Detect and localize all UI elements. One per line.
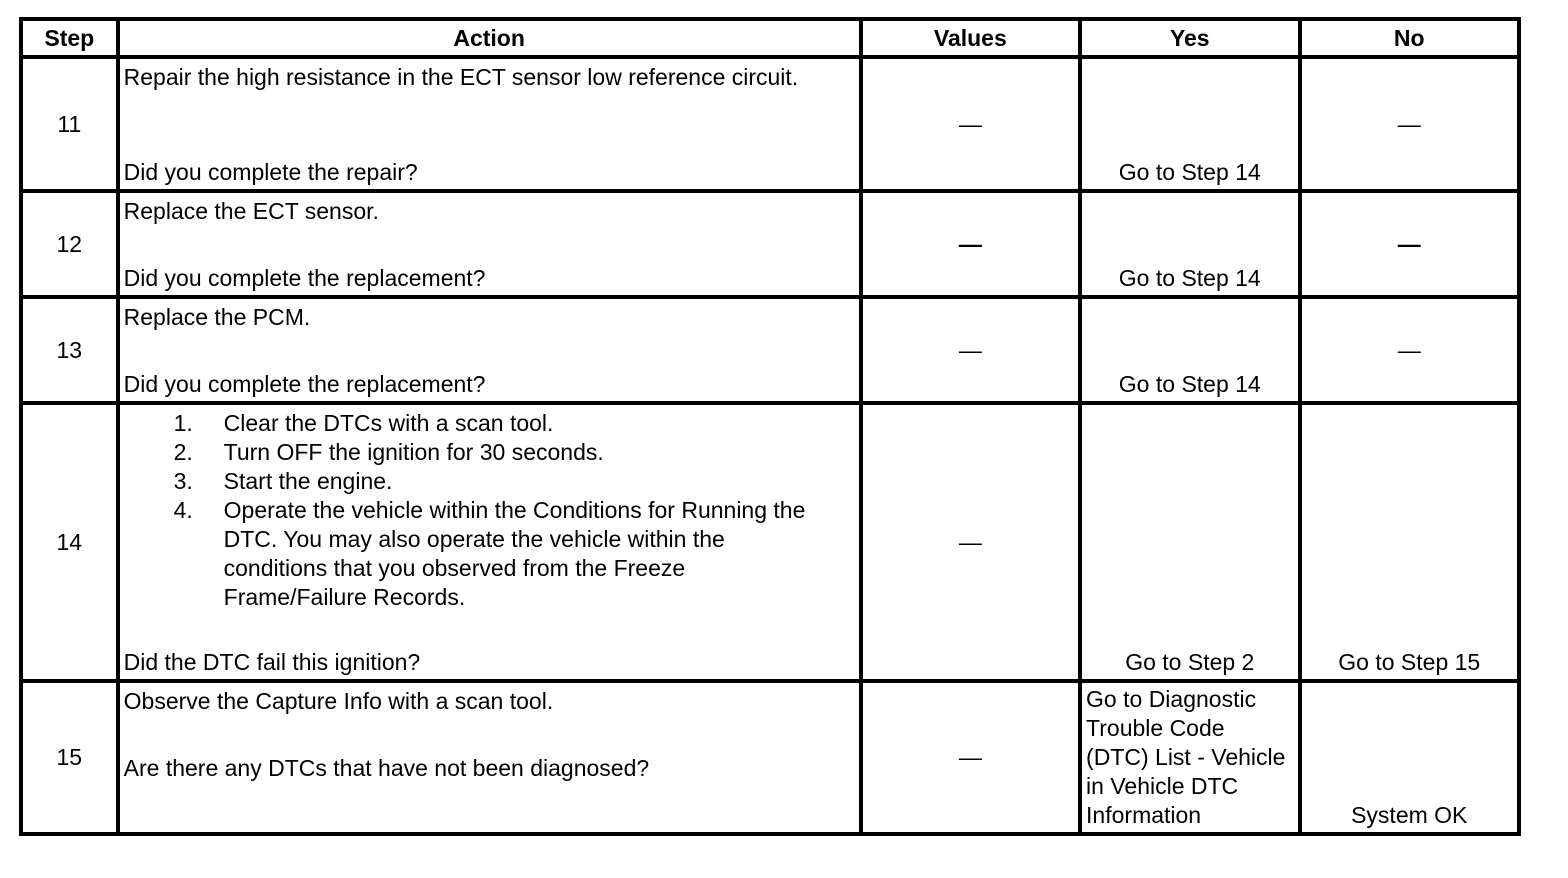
- values-cell: [861, 403, 1080, 681]
- action-question: Are there any DTCs that have not been diagnosed?: [123, 755, 650, 781]
- list-item: [173, 438, 855, 467]
- no-result: —: [1397, 110, 1421, 137]
- action-text: Repair the high resistance in the ECT sensor low reference circuit.: [123, 64, 799, 90]
- list-item-text: Start the engine.: [223, 468, 393, 494]
- values-dash: —: [958, 230, 982, 257]
- header-row: [21, 19, 1519, 57]
- action-question: Did you complete the replacement?: [123, 371, 486, 397]
- step-number: 15: [21, 681, 118, 834]
- table-row: [21, 191, 1519, 297]
- table-row: [21, 681, 1519, 834]
- table-row: [21, 57, 1519, 191]
- header-yes: Yes: [1080, 19, 1299, 57]
- values-cell: [861, 57, 1080, 191]
- no-cell: [1300, 681, 1520, 834]
- values-dash: —: [958, 528, 982, 555]
- header-step: Step: [21, 19, 118, 57]
- header-action: Action: [118, 19, 861, 57]
- header-values: Values: [861, 19, 1080, 57]
- action-cell: [118, 403, 861, 681]
- yes-cell: [1080, 191, 1299, 297]
- yes-result: Go to Step 14: [1118, 371, 1261, 397]
- no-result: —: [1397, 336, 1421, 363]
- yes-cell: [1080, 297, 1299, 403]
- values-cell: [861, 681, 1080, 834]
- no-cell: [1300, 403, 1520, 681]
- list-item: [173, 467, 855, 496]
- action-question: Did the DTC fail this ignition?: [123, 649, 421, 675]
- no-result: —: [1397, 230, 1421, 257]
- yes-cell: [1080, 681, 1299, 834]
- yes-result: Go to Step 14: [1118, 159, 1261, 185]
- list-item-number: 4.: [173, 497, 193, 523]
- yes-result: Go to Step 2: [1125, 649, 1255, 675]
- no-result: System OK: [1351, 802, 1468, 828]
- list-item-text: Operate the vehicle within the Conditions for Running the DTC. You may also operate the vehicle within the conditions that you observed from the Freeze Frame/Failure Records.: [223, 497, 806, 610]
- yes-result: Go to Diagnostic Trouble Code (DTC) List - Vehicle in Vehicle DTC Information: [1086, 686, 1286, 828]
- action-cell: [118, 681, 861, 834]
- values-dash: —: [958, 336, 982, 363]
- yes-cell: [1080, 57, 1299, 191]
- step-number: 13: [21, 297, 118, 403]
- yes-result: Go to Step 14: [1118, 265, 1261, 291]
- step-number: 14: [21, 403, 118, 681]
- step-number: 12: [21, 191, 118, 297]
- action-text: Replace the ECT sensor.: [123, 198, 379, 224]
- steps-list: [124, 409, 855, 612]
- list-item-number: 2.: [173, 439, 193, 465]
- list-item: [173, 409, 855, 438]
- action-question: Did you complete the replacement?: [123, 265, 486, 291]
- action-cell: [118, 191, 861, 297]
- step-number: 11: [21, 57, 118, 191]
- yes-cell: [1080, 403, 1299, 681]
- action-cell: [118, 297, 861, 403]
- action-text: Observe the Capture Info with a scan tool.: [123, 688, 554, 714]
- no-cell: [1300, 191, 1520, 297]
- header-no: No: [1300, 19, 1520, 57]
- list-item-text: Turn OFF the ignition for 30 seconds.: [223, 439, 604, 465]
- action-text: Replace the PCM.: [123, 304, 311, 330]
- action-cell: [118, 57, 861, 191]
- diagnostic-table: [19, 17, 1521, 836]
- values-cell: [861, 191, 1080, 297]
- values-dash: —: [958, 744, 982, 770]
- table-row: [21, 403, 1519, 681]
- no-cell: [1300, 57, 1520, 191]
- list-item-number: 3.: [173, 468, 193, 494]
- list-item-number: 1.: [173, 410, 193, 436]
- list-item: [173, 496, 822, 612]
- values-cell: [861, 297, 1080, 403]
- no-result: Go to Step 15: [1338, 649, 1481, 675]
- no-cell: [1300, 297, 1520, 403]
- values-dash: —: [958, 110, 982, 137]
- table-row: [21, 297, 1519, 403]
- action-question: Did you complete the repair?: [123, 159, 418, 185]
- list-item-text: Clear the DTCs with a scan tool.: [223, 410, 554, 436]
